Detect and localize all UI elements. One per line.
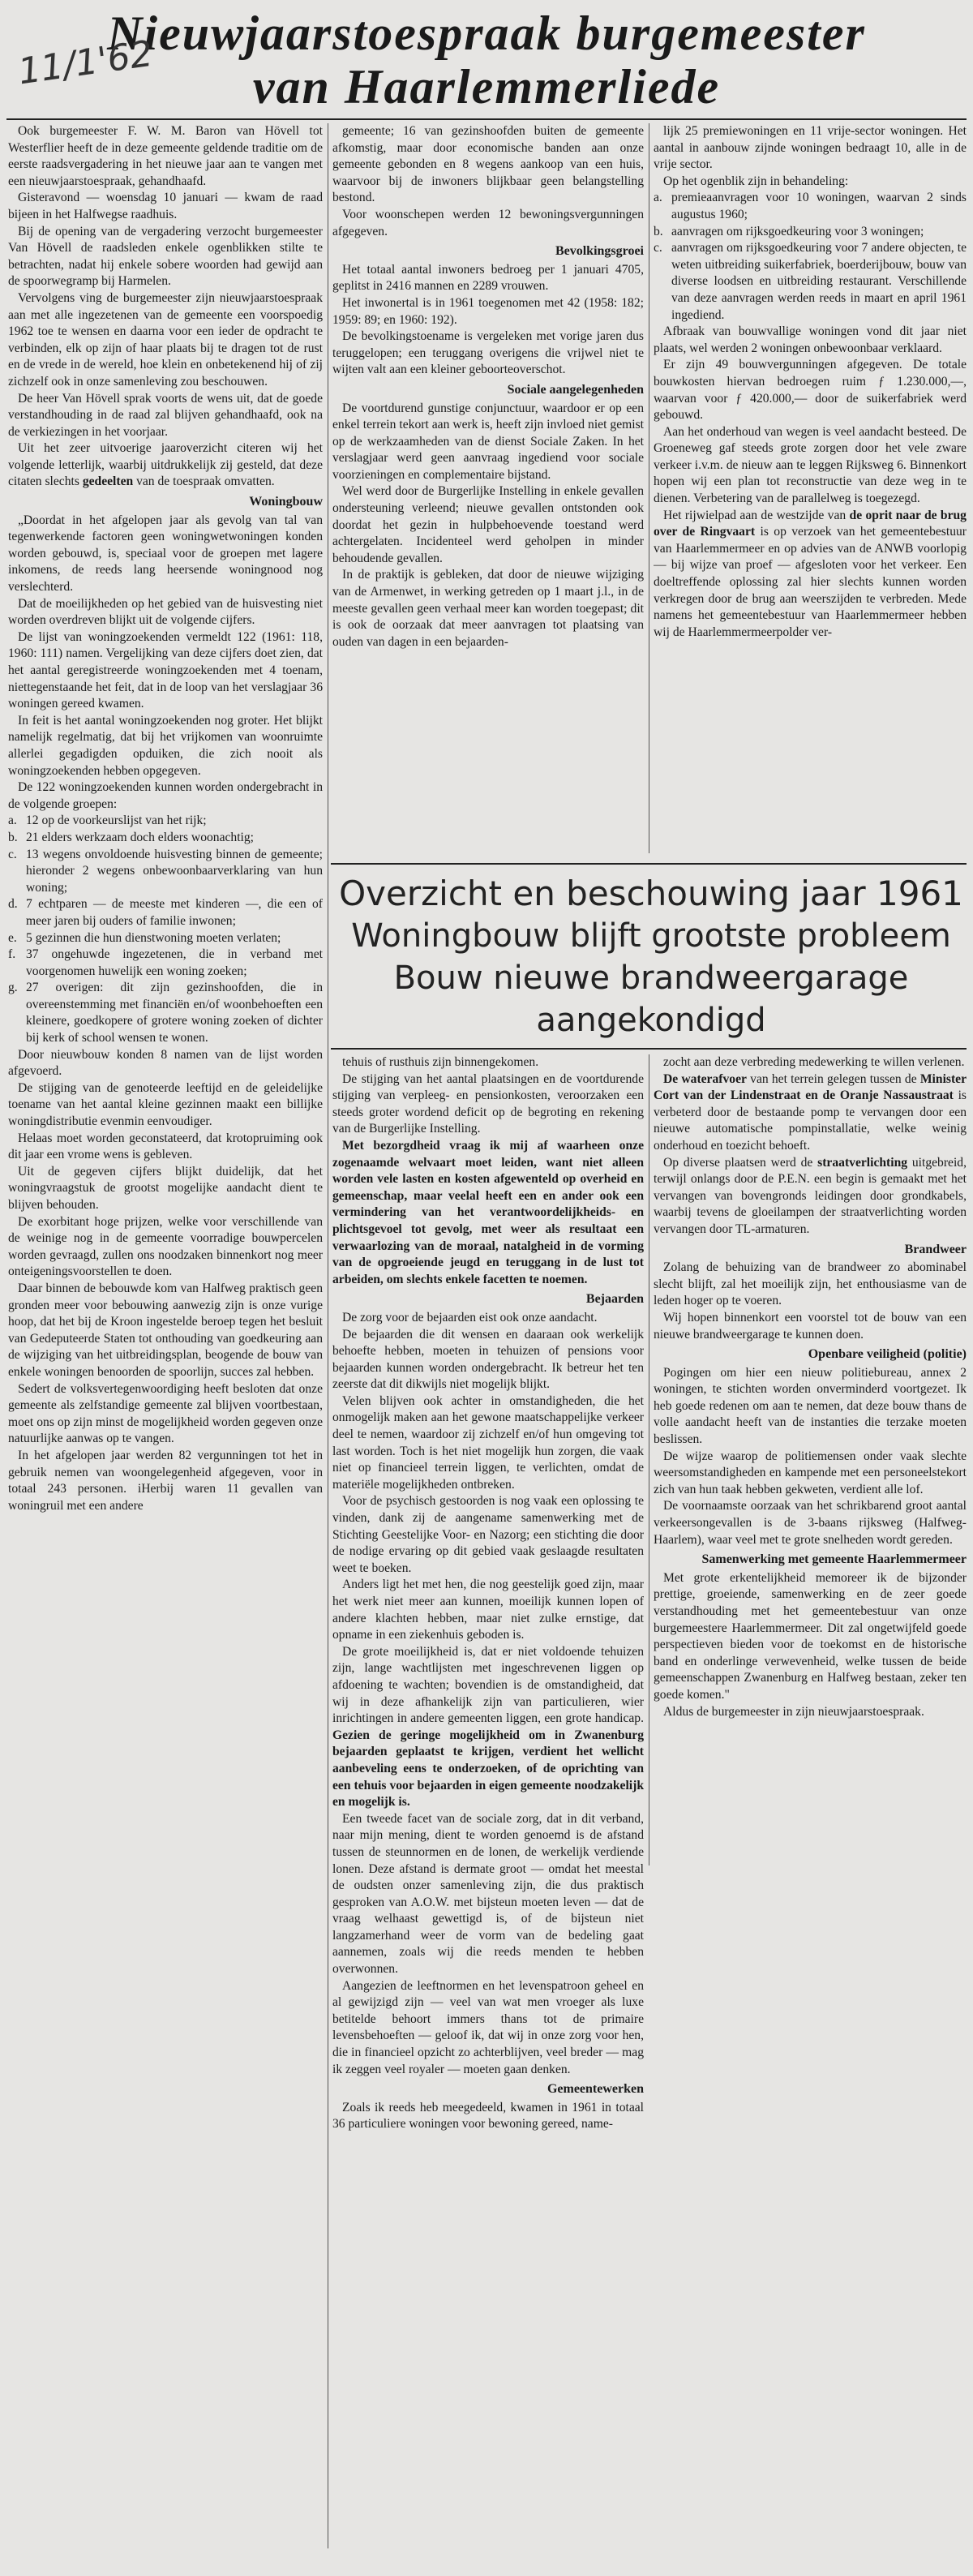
headline-rule: [6, 118, 967, 120]
paragraph: tehuis of rusthuis zijn binnengekomen.: [342, 1055, 539, 1069]
section-heading-sociale: Sociale aangelegenheden: [507, 382, 644, 397]
subheadline-rule-bottom: [331, 1048, 967, 1050]
paragraph: Op diverse plaatsen werd de straatverlichting uitgebreid, terwijl onlangs door de P.E.N. een begin is gemaakt met het vervangen van bovengronds leidingen door grondkabels, waarbij tevens de gloeilampen der straatverlichting worden vervangen door TL-armaturen.: [654, 1155, 967, 1236]
headline-line-2: van Haarlemmerliede: [252, 60, 721, 114]
paragraph: Uit het zeer uitvoerige jaaroverzicht citeren wij het volgende letterlijk, waarbij uitdrukkelijk zij gesteld, dat deze citaten slechts gedeelten van de toespraak omvatten.: [8, 441, 323, 489]
paragraph: Zolang de behuizing van de brandweer zo abominabel slecht blijft, zal het moeilijk zijn, het enthousiasme van de leden hoger op te voeren.: [654, 1260, 967, 1308]
paragraph: Wij hopen binnenkort een voorstel tot de bouw van een nieuwe brandweergarage te kunnen doen.: [654, 1310, 967, 1342]
paragraph: Velen blijven ook achter in omstandigheden, die het onmogelijk maken aan het gewone maatschappelijke verkeer deel te nemen, waardoor zij zichzelf en/of hun omgeving tot last worden. Toch is het niet mogelijk hun zorgen, die vaak niet op financieel terrein liggen, te verlichten, omdat de materiële mogelijkheden ontbreken.: [332, 1393, 644, 1492]
section-heading-brandweer: Brandweer: [904, 1242, 967, 1256]
section-heading-bejaarden: Bejaarden: [585, 1292, 644, 1307]
paragraph: Op het ogenblik zijn in behandeling:: [663, 174, 849, 188]
paragraph: Met grote erkentelijkheid memoreer ik de bijzonder prettige, groeiende, samenwerking en de zeer goede verstandhouding met het gemeentebestuur van onze burgemeestere Haarlemmermeer. Dit zal ongetwijfeld goede perspectieven bieden voor de toekomst en de historische band en onderlinge verwevenheid, welke tussen de beide gemeenschappen Zwanenburg en Halfweg bestaan, zeker ten goede komen.": [654, 1570, 967, 1702]
subheadline-rule-top: [331, 863, 967, 865]
paragraph: Bij de opening van de vergadering verzocht burgemeester Van Hövell de raadsleden enkele ogenblikken stilte te betrachten, nadat hij enkele sobere woorden had gewijd aan de spoorwegramp bij Harmelen.: [8, 224, 323, 289]
groups-list: [8, 813, 323, 1046]
paragraph: Aangezien de leeftnormen en het levenspatroon geheel en al gewijzigd zijn — veel van wat men vroeger als luxe betitelde behoort immers thans tot de primaire levensbehoeften — geloof ik, dat wij in onze zorg voor hen, die in financieel opzicht zo achterblijven, veel breder — mag ik zeggen veel royaler — moeten gaan denken.: [332, 1978, 644, 2076]
paragraph: Gisteravond — woensdag 10 januari — kwam de raad bijeen in het Halfwegse raadhuis.: [8, 191, 323, 221]
paragraph: Ook burgemeester F. W. M. Baron van Hövell tot Westerflier heeft de in deze gemeente geldende traditie om de eerste raadsvergadering in het nieuwe jaar aan te vangen met een nieuwjaarstoespraak, gehandhaafd.: [8, 124, 323, 188]
section-heading-openbare-veiligheid: Openbare veiligheid (politie): [808, 1347, 967, 1362]
subheadline: [331, 873, 971, 1043]
paragraph: Vervolgens ving de burgemeester zijn nieuwjaarstoespraak aan met alle ingezetenen van de gemeente een voorspoedig 1962 toe te wensen en daarna voor een ieder de opdracht te verbinden, elk op zijn of haar plaats bij te dragen tot de rust en de vrede in de wereld, hoe klein en onbetekenend hij of zij zichzelf ook in onze samenleving zou beschouwen.: [8, 290, 323, 389]
subheadline-line-2: Woningbouw blijft grootste probleem: [351, 917, 951, 955]
section-heading-gemeentewerken: Gemeentewerken: [547, 2082, 644, 2097]
paragraph: Het inwonertal is in 1961 toegenomen met 42 (1958: 182; 1959: 89; en 1960: 192).: [332, 295, 644, 327]
article-column-2: [332, 123, 644, 853]
paragraph: Wel werd door de Burgerlijke Instelling in enkele gevallen ondersteuning verleend; nieuwe gevallen ontstonden ook doordat het gezin in hulpbehoevende toestand werd achtergelaten. Incidenteel werd geholpen in minder behoudende gevallen.: [332, 484, 644, 565]
article-column-3: [654, 123, 967, 853]
paragraph: De voortdurend gunstige conjunctuur, waardoor er op een enkel terrein tekort aan werk is, heeft zijn invloed niet gemist op de werkzaamheden van de dienst Sociale Zaken. In het verslagjaar werd geen aanvraag ingediend voor sociale voorzieningen en complementaire bijstand.: [332, 401, 644, 482]
paragraph: De 122 woningzoekenden kunnen worden ondergebracht in de volgende groepen:: [8, 780, 323, 811]
headline-line-1: Nieuwjaarstoespraak burgemeester: [107, 6, 866, 60]
article-column-1: [8, 123, 323, 2548]
paragraph: De grote moeilijkheid is, dat er niet voldoende tehuizen zijn, lange wachtlijsten met ingeschrevenen liggen op afdoening te wachten; bovendien is de omstandigheid, dat wij in deze afhankelijk zijn van particulieren, wier inrichtingen in andere gemeenten liggen, een grote handicap. Gezien de geringe mogelijkheid om in Zwanenburg bejaarden geplaatst te krijgen, verdient het wellicht aanbeveling eens te onderzoeken, of de oprichting van een tehuis voor bejaarden in eigen gemeente noodzakelijk en mogelijk is.: [332, 1644, 644, 1810]
paragraph: De stijging van de genoteerde leeftijd en de geleidelijke toename van het aantal kleine gezinnen maakt een billijke woningdistributie evenmin eenvoudiger.: [8, 1080, 323, 1129]
paragraph: gemeente; 16 van gezinshoofden buiten de gemeente afkomstig, maar door economische banden aan onze gemeente gebonden en 8 wegens aankoop van een huis, waarvoor bij de inwoners blijkbaar geen belangstelling bestond.: [332, 124, 644, 205]
paragraph: De zorg voor de bejaarden eist ook onze aandacht.: [342, 1310, 598, 1324]
paragraph: De voornaamste oorzaak van het schrikbarend groot aantal verkeersongevallen is de 3-baans rijksweg (Halfweg-Haarlem), waar veel met te grote snelheden wordt gereden.: [654, 1499, 967, 1547]
paragraph: Uit de gegeven cijfers blijkt duidelijk, dat het woningvraagstuk de grootst mogelijke aandacht dient te blijven behouden.: [8, 1164, 323, 1212]
paragraph: De bejaarden die dit wensen en daaraan ook werkelijk behoefte hebben, moeten in tehuizen of pensions voor bejaarden kunnen worden ondergebracht. Ik betreur het ten zeerste dat dit dikwijls niet mogelijk blijkt.: [332, 1327, 644, 1392]
paragraph: Aldus de burgemeester in zijn nieuwjaarstoespraak.: [663, 1704, 924, 1719]
paragraph: Afbraak van bouwvallige woningen vond dit jaar niet plaats, wel werden 2 woningen onbewoonbaar verklaard.: [654, 324, 967, 355]
paragraph: Aan het onderhoud van wegen is veel aandacht besteed. De Groeneweg gaf steeds grote zorgen door het vele zware verkeer i.v.m. de nieuw aan te leggen Rijksweg 6. Binnenkort hopen wij een plan tot reconstructie van deze weg in te dienen. Verbetering van de parallelweg is toegezegd.: [654, 424, 967, 506]
paragraph: In de praktijk is gebleken, dat door de nieuwe wijziging van de Armenwet, in werking getreden op 1 maart j.l., in de meeste gevallen geen verhaal meer kan worden toegepast; dit is ook de oorzaak dat meer aanvragen tot plaatsing van ouden van dagen in een bejaarden-: [332, 568, 644, 649]
paragraph-bold: Met bezorgdheid vraag ik mij af waarheen onze zogenaamde welvaart moet leiden, want niet alleen worden vele lasten en kosten afgewenteld op overheid en gemeenschap, maar veelal heeft een en ander ook een vermindering van het verantwoordelijkheids- en plichtsgevoel tot gevolg, met weer als resultaat een verwaarlozing van de moraal, natalgheid in de vorming van de opgroeiende jeugd en teruggang in de lust tot arbeiden, om slechts enkele facetten te noemen.: [332, 1138, 644, 1286]
section-heading-bevolkingsgroei: Bevolkingsgroei: [555, 244, 644, 259]
paragraph: Dat de moeilijkheden op het gebied van de huisvesting niet worden overdreven blijkt uit de volgende cijfers.: [8, 596, 323, 628]
list-item: a. premieaanvragen voor 10 woningen, waarvan 2 sinds augustus 1960;: [654, 191, 967, 221]
paragraph: Zoals ik reeds heb meegedeeld, kwamen in 1961 in totaal 36 particuliere woningen voor bewoning gereed, name-: [332, 2100, 644, 2132]
paragraph: In feit is het aantal woningzoekenden nog groter. Het blijkt namelijk regelmatig, dat bij het vrijkomen van woonruimte allerlei gegadigden opduiken, die zich nooit als woningzoekenden hebben opgegeven.: [8, 713, 323, 778]
paragraph: „Doordat in het afgelopen jaar als gevolg van tal van tegenwerkende factoren geen woningwetwoningen konden worden gebouwd, is, speciaal voor de groepen met lagere inkomens, de reeds lang heersende woningnood nog verslechterd.: [8, 513, 323, 595]
list-item: f. 37 ongehuwde ingezetenen, die in verband met voorgenomen huwelijk een woning zoeken;: [8, 947, 323, 978]
paragraph: De heer Van Hövell sprak voorts de wens uit, dat de goede verstandhouding in de raad zal blijven gehandhaafd, ook na de verkiezingen in het voorjaar.: [8, 391, 323, 439]
paragraph: De stijging van het aantal plaatsingen en de voortdurende stijging van verpleeg- en pensionkosten, veroorzaken een steeds groter wordend deficit op de begroting en rekening van de Burgerlijke Instelling.: [332, 1071, 644, 1136]
paragraph: Door nieuwbouw konden 8 namen van de lijst worden afgevoerd.: [8, 1047, 323, 1079]
paragraph: Pogingen om hier een nieuw politiebureau, annex 2 woningen, te stichten worden onverminderd voortgezet. Ik heb goede redenen om aan te nemen, dat deze bouw thans de volle aandacht heeft van de instanties die terzake moeten beslissen.: [654, 1365, 967, 1447]
list-item: e. 5 gezinnen die hun dienstwoning moeten verlaten;: [8, 930, 281, 945]
paragraph: De wijze waarop de politiemensen onder vaak slechte weersomstandigheden en kampende met een personeelstekort zich van hun taak hebben gekweten, verdient alle lof.: [654, 1449, 967, 1496]
paragraph: Sedert de volksvertegenwoordiging heeft besloten dat onze gemeente als zelfstandige gemeente zal blijven voortbestaan, moet ons op zijn minst de mogelijkheid worden gegeven onze natuurlijke aanwas op te vangen.: [8, 1381, 323, 1446]
subheadline-line-1: Overzicht en beschouwing jaar 1961: [339, 874, 963, 913]
applications-list: [654, 190, 967, 324]
section-heading-samenwerking: Samenwerking met gemeente Haarlemmermeer: [701, 1552, 967, 1567]
paragraph: De bevolkingstoename is vergeleken met vorige jaren dus teruggelopen; een teruggang overigens die vrijwel niet te wijten valt aan een kleiner geboorteoverschot.: [332, 329, 644, 377]
subheadline-line-3: Bouw nieuwe brandweergarage: [393, 960, 909, 997]
paragraph: Er zijn 49 bouwvergunningen afgegeven. De totale bouwkosten hiervan bedroegen ruim ƒ 1.230.000,—, waarvan voor ƒ 420.000,— door de suikerfabriek werd gebouwd.: [654, 358, 967, 423]
paragraph: lijk 25 premiewoningen en 11 vrije-sector woningen. Het aantal in aanbouw zijnde woningen bedraagt 10, alle in de vrije sector.: [654, 124, 967, 172]
list-item: d. 7 echtparen — de meeste met kinderen —, die een of meer jaren bij ouders of familie inwonen;: [8, 897, 323, 928]
paragraph: De waterafvoer van het terrein gelegen tussen de Minister Cort van der Lindenstraat en de Oranje Nassaustraat is verbeterd door de bestaande pomp te vervangen door een nieuwe automatische pompinstallatie, welke weinig onderhoud en toezicht behoeft.: [654, 1071, 967, 1153]
paragraph: Daar binnen de bebouwde kom van Halfweg praktisch geen gronden meer voor bebouwing aanwezig zijn is onze vurige hoop, dat het bij de Kroon ingestelde beroep tegen het besluit van Gedeputeerde Staten tot onthouding van goedkeuring aan de wijziging van het uitbreidingsplan, beogende de bouw van enkele woningen benoorden de spoorlijn, succes zal hebben.: [8, 1281, 323, 1379]
list-item: b. aanvragen om rijksgoedkeuring voor 3 woningen;: [654, 224, 924, 238]
paragraph: Helaas moet worden geconstateerd, dat krotopruiming ook dit jaar een vrome wens is gebleven.: [8, 1131, 323, 1162]
paragraph: zocht aan deze verbreding medewerking te willen verlenen.: [663, 1055, 965, 1069]
paragraph: Een tweede facet van de sociale zorg, dat in dit verband, naar mijn mening, dient te worden genoemd is de afstand tussen de steunnormen en de lonen, de werkelijk verdiende lonen. Deze afstand is dermate groot — omdat het meestal de oudsten onzer samenleving zijn, die dus praktisch gesproken van A.O.W. met bijsteun moeten leven — dat de vraag welhaast gewettigd is, of de bijsteun niet langzamerhand weer de vorm van de bedeling gaat aannemen, zoals wij die reeds menden te hebben overwonnen.: [332, 1811, 644, 1977]
article-column-4: [332, 1054, 644, 2571]
paragraph: De exorbitant hoge prijzen, welke voor verschillende van de weinige nog in de gemeente voorradige bouwpercelen worden gevraagd, zullen ons noodzaken binnenkort nog meer onteigeningsvoorstellen te doen.: [8, 1214, 323, 1279]
paragraph: In het afgelopen jaar werden 82 vergunningen tot het in gebruik nemen van woongelegenheid afgegeven, voor in totaal 243 personen. iHerbij waren 11 gevallen van woningruil met een andere: [8, 1448, 323, 1513]
handwritten-date: 11/1'62: [15, 32, 156, 93]
paragraph: De lijst van woningzoekenden vermeldt 122 (1961: 118, 1960: 111) namen. Vergelijking van deze cijfers doet zien, dat het aantal geregistreerde woningzoekenden met 4 toenam, niettegenstaande het feit, dat in de loop van het verslagjaar 36 woningen gereed kwamen.: [8, 629, 323, 711]
paragraph: Het rijwielpad aan de westzijde van de oprit naar de brug over de Ringvaart is op verzoek van het gemeentebestuur van Haarlemmermeer en op advies van de ANWB voorlopig — bij wijze van proef — afgesloten voor het verkeer. Een doeltreffende oplossing zal hier slechts kunnen worden verkregen door de brug aan weerszijden te verbreden. Mede namens het gemeentebestuur van Haarlemmermeer hebben wij de Haarlemmermeerpolder ver-: [654, 508, 967, 639]
list-item: c. 13 wegens onvoldoende huisvesting binnen de gemeente; hieronder 2 wegens onbewoonbaarverklaring van hun woning;: [8, 847, 323, 895]
article-column-5: [654, 1054, 967, 1865]
paragraph: Voor de psychisch gestoorden is nog vaak een oplossing te vinden, dank zij de aangename samenwerking met de Stichting Geestelijke Voor- en Nazorg; een stichting die door de nodige ervaring op dit gebied vaak geslaagde resultaten weet te boeken.: [332, 1494, 644, 1575]
list-item: a. 12 op de voorkeurslijst van het rijk;: [8, 814, 207, 828]
paragraph: Het totaal aantal inwoners bedroeg per 1 januari 4705, geplitst in 2416 mannen en 2289 vrouwen.: [332, 262, 644, 294]
section-heading-woningbouw: Woningbouw: [249, 495, 323, 509]
list-item: c. aanvragen om rijksgoedkeuring voor 7 andere objecten, te weten uitbreiding suikerfabriek, boerderijbouw, bouw van diverse loodsen en uitbreiding restaurant. Verschillende van deze aanvragen werden reeds in maart en april 1961 ingediend.: [654, 241, 967, 322]
list-item: b. 21 elders werkzaam doch elders woonachtig;: [8, 830, 255, 844]
paragraph: Voor woonschepen werden 12 bewoningsvergunningen afgegeven.: [332, 207, 644, 238]
subheadline-line-4: aangekondigd: [536, 1002, 766, 1039]
paragraph: Anders ligt het met hen, die nog geestelijk goed zijn, maar het werk niet meer aan kunnen, moeilijk kunnen lopen of andere klachten hebben, maar niet zulke ernstige, dat opname in een ziekenhuis geboden is.: [332, 1578, 644, 1642]
list-item: g. 27 overigen: dit zijn gezinshoofden, die in overeenstemming met financiën en/of woonbehoeften een kleinere, goedkopere of grotere woning zoeken of dichter bij kerk of school wensen te wonen.: [8, 981, 323, 1045]
